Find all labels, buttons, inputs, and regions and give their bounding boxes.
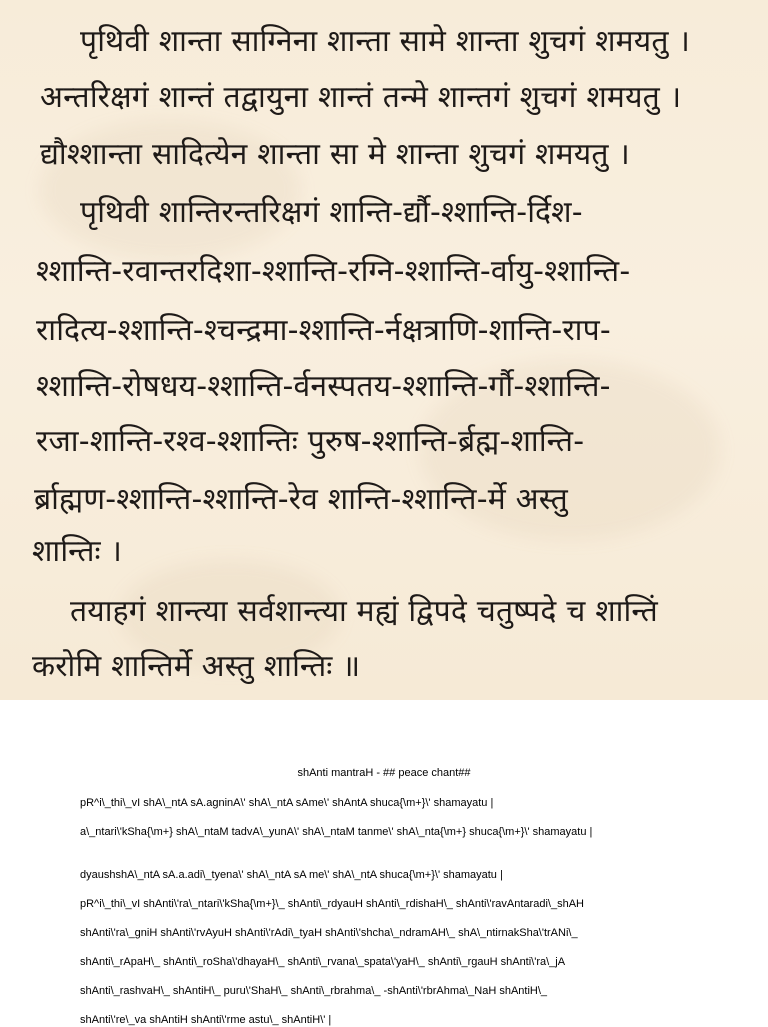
sanskrit-line: रजा-शान्ति-रश्व-श्शान्तिः पुरुष-श्शान्ति-र्ब्रह्म-शान्ति- xyxy=(36,424,585,459)
transliteration-line: shAnti\'re\_va shAntiH shAnti\'rme astu\_ shAntiH\' | xyxy=(80,1014,332,1026)
sanskrit-line: करोमि शान्तिर्मे अस्तु शान्तिः ॥ xyxy=(32,649,361,684)
transliteration-line: shAnti\_rashvaH\_ shAntiH\_ puru\'ShaH\_ shAnti\_rbrahma\_ -shAnti\'rbrAhma\_NaH shAntiH\_ xyxy=(80,985,548,997)
sanskrit-line: द्यौश्शान्ता सादित्येन शान्ता सा मे शान्ता शुचगं शमयतु । xyxy=(40,137,630,172)
sanskrit-line: र्ब्राह्मण-श्शान्ति-श्शान्ति-रेव शान्ति-श्शान्ति-र्मे अस्तु xyxy=(34,482,568,517)
transliteration-heading: shAnti mantraH - ## peace chant## xyxy=(297,767,471,779)
sanskrit-line: रादित्य-श्शान्ति-श्चन्द्रमा-श्शान्ति-र्नक्षत्राणि-शान्ति-राप- xyxy=(36,313,611,348)
sanskrit-line: शान्तिः । xyxy=(32,534,123,569)
transliteration-line: shAnti\'ra\_gniH shAnti\'rvAyuH shAnti\'rAdi\_tyaH shAnti\'shcha\_ndramAH\_ shA\_ntirnakSha\'trANi\_ xyxy=(80,927,578,939)
sanskrit-line: पृथिवी शान्ता साग्निना शान्ता सामे शान्ता शुचगं शमयतु । xyxy=(80,24,691,59)
transliteration-line: pR^i\_thi\_vI shA\_ntA sA.agninA\' shA\_ntA sAme\' shAntA shuca{\m+}\' shamayatu | xyxy=(80,797,494,809)
sanskrit-line: श्शान्ति-रवान्तरदिशा-श्शान्ति-रग्नि-श्शान्ति-र्वायु-श्शान्ति- xyxy=(36,254,631,289)
sanskrit-line: पृथिवी शान्तिरन्तरिक्षगं शान्ति-र्द्यौ-श्शान्ति-र्दिश- xyxy=(80,195,583,230)
transliteration-section xyxy=(0,700,768,1024)
sanskrit-line: अन्तरिक्षगं शान्तं तद्वायुना शान्तं तन्मे शान्तगं शुचगं शमयतु । xyxy=(40,80,682,115)
transliteration-line: pR^i\_thi\_vI shAnti\'ra\_ntari\'kSha{\m+}\_ shAnti\_rdyauH shAnti\_rdishaH\_ shAnti\'ravAntaradi\_shAH xyxy=(80,898,584,910)
sanskrit-line: श्शान्ति-रोषधय-श्शान्ति-र्वनस्पतय-श्शान्ति-र्गौ-श्शान्ति- xyxy=(36,369,611,404)
transliteration-line: shAnti\_rApaH\_ shAnti\_roSha\'dhayaH\_ shAnti\_rvana\_spata\'yaH\_ shAnti\_rgauH shAnti\'ra\_jA xyxy=(80,956,566,968)
sanskrit-line: तयाहगं शान्त्या सर्वशान्त्या मह्यं द्विपदे चतुष्पदे च शान्तिं xyxy=(70,594,658,629)
transliteration-line: a\_ntari\'kSha{\m+} shA\_ntaM tadvA\_yunA\' shA\_ntaM tanme\' shA\_nta{\m+} shuca{\m+}\' shamayatu | xyxy=(80,826,593,838)
transliteration-line: dyaushshA\_ntA sA.a.adi\_tyena\' shA\_ntA sA me\' shA\_ntA shuca{\m+}\' shamayatu | xyxy=(80,869,503,881)
